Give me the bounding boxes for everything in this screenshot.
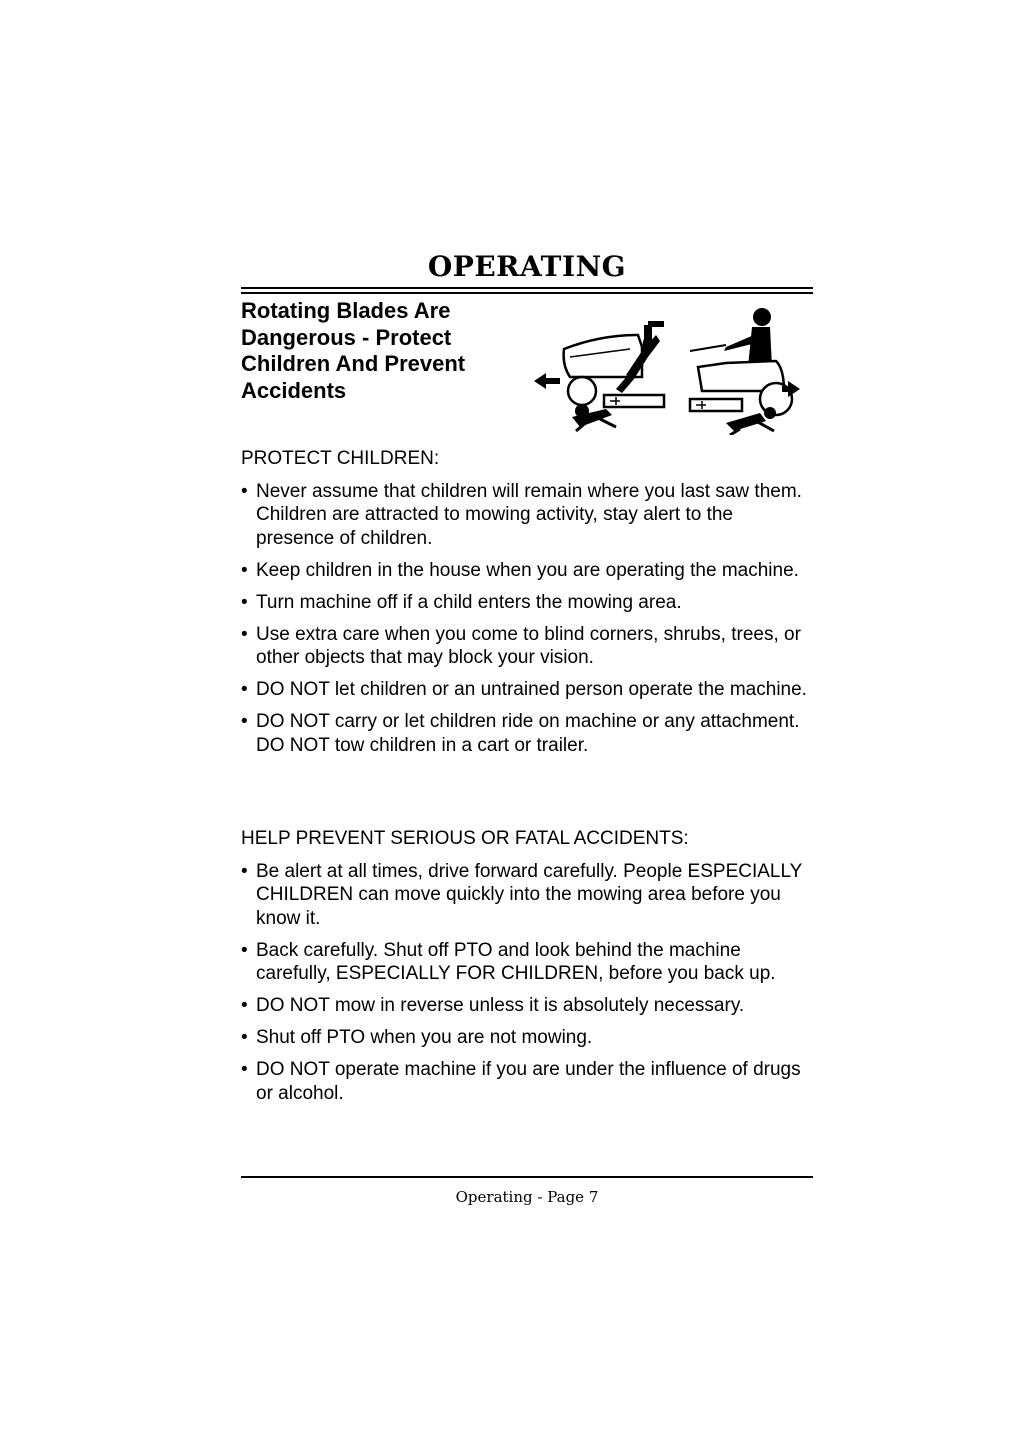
list-item: • Back carefully. Shut off PTO and look behind the machine carefully, ESPECIALLY FOR CHILDREN, before you back up.	[241, 939, 816, 986]
list-item: • DO NOT let children or an untrained person operate the machine.	[241, 678, 816, 702]
protect-children-section	[241, 447, 816, 766]
list-item: • Never assume that children will remain where you last saw them. Children are attracted to mowing activity, stay alert to the presence of children.	[241, 480, 816, 551]
prevent-accidents-heading: HELP PREVENT SERIOUS OR FATAL ACCIDENTS:	[241, 828, 689, 849]
protect-children-heading: PROTECT CHILDREN:	[241, 448, 440, 469]
title-divider	[241, 287, 813, 294]
list-item: • DO NOT carry or let children ride on machine or any attachment. DO NOT tow children in a cart or trailer.	[241, 710, 816, 757]
page-footer: Operating - Page 7	[455, 1188, 599, 1206]
forward-mower-figure	[690, 308, 800, 435]
page-title: OPERATING	[427, 250, 627, 283]
list-item: • Turn machine off if a child enters the mowing area.	[241, 591, 816, 615]
protect-children-list	[241, 480, 816, 758]
list-item: • DO NOT mow in reverse unless it is absolutely necessary.	[241, 994, 816, 1018]
prevent-accidents-section	[241, 827, 816, 1114]
list-item: • DO NOT operate machine if you are under the influence of drugs or alcohol.	[241, 1058, 816, 1105]
section-heading: Rotating Blades Are Dangerous - Protect Children And Prevent Accidents	[241, 298, 466, 403]
list-item: • Be alert at all times, drive forward carefully. People ESPECIALLY CHILDREN can move quickly into the mowing area before you know it.	[241, 860, 816, 931]
mower-child-hazard-icon	[530, 305, 815, 435]
footer-divider	[241, 1176, 813, 1178]
prevent-accidents-list	[241, 860, 816, 1106]
list-item: • Shut off PTO when you are not mowing.	[241, 1026, 816, 1050]
reverse-mower-figure	[534, 321, 664, 431]
list-item: • Keep children in the house when you are operating the machine.	[241, 559, 816, 583]
list-item: • Use extra care when you come to blind corners, shrubs, trees, or other objects that may block your vision.	[241, 623, 816, 670]
